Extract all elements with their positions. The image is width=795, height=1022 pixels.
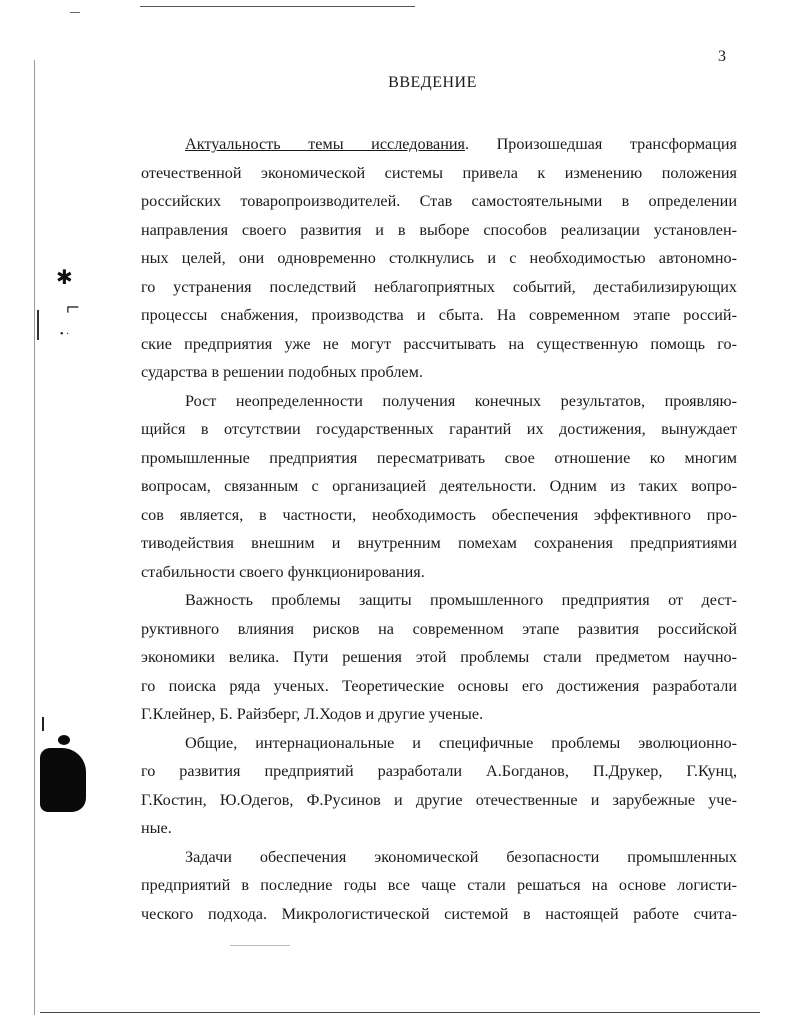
text-line-content: ские предприятия уже не могут рассчитывать на существенную помощь го-	[141, 334, 737, 353]
scan-artifact-star-mark: ✱	[56, 267, 73, 289]
text-line	[141, 786, 737, 815]
text-line-content: экономики велика. Пути решения этой проблемы стали предметом научно-	[141, 648, 737, 666]
text-line-content: отечественной экономической системы привела к изменению положения	[141, 163, 737, 182]
scan-artifact-top-line	[140, 6, 415, 7]
text-line	[141, 444, 737, 473]
text-line-content: российских товаропроизводителей. Став самостоятельными в определении	[141, 192, 737, 210]
text-line-content: сов является, в частности, необходимость обеспечения эффективного про-	[141, 505, 737, 524]
scan-artifact-left-margin-line	[34, 60, 35, 1015]
text-line	[141, 643, 737, 672]
page-title: ВВЕДЕНИЕ	[388, 74, 477, 91]
text-line	[141, 700, 737, 729]
text-line	[141, 130, 737, 159]
text-line-content: руктивного влияния рисков на современном этапе развития российской	[141, 619, 737, 638]
scan-artifact-bottom-line	[230, 945, 290, 946]
text-line	[141, 814, 737, 843]
text-line	[141, 501, 737, 530]
text-line-content: . Произошедшая трансформация	[464, 135, 737, 153]
text-line	[141, 900, 737, 929]
text-line-content: стабильности своего функционирования.	[141, 562, 425, 581]
text-line	[141, 757, 737, 786]
text-line	[141, 529, 737, 558]
text-line	[141, 558, 737, 587]
text-line	[141, 358, 737, 387]
text-line-content: ческого подхода. Микрологистической системой в настоящей работе счита-	[141, 904, 737, 923]
text-line-content: Важность проблемы защиты промышленного предприятия от дест-	[185, 591, 737, 609]
text-line-content: го устранения последствий неблагоприятных событий, дестабилизирующих	[141, 277, 737, 296]
scan-artifact-ink-spot	[58, 735, 70, 745]
text-line-content: Г.Костин, Ю.Одегов, Ф.Русинов и другие отечественные и зарубежные уче-	[141, 790, 737, 809]
scan-artifact-left-tick	[42, 717, 44, 731]
text-line-content: Общие, интернациональные и специфичные проблемы эволюционно-	[185, 733, 737, 752]
scan-artifact-left-tick	[37, 310, 39, 340]
text-line-content: ные.	[141, 819, 172, 837]
body-text	[141, 130, 737, 928]
text-line-content: ных целей, они одновременно столкнулись и с необходимостью автономно-	[141, 249, 737, 267]
text-line-content: Г.Клейнер, Б. Райзберг, Л.Ходов и другие ученые.	[141, 705, 484, 723]
text-line	[141, 415, 737, 444]
text-line-content: вопросам, связанным с организацией деятельности. Одним из таких вопро-	[141, 477, 737, 495]
text-line	[141, 729, 737, 758]
text-line	[141, 244, 737, 273]
text-line	[141, 843, 737, 872]
scan-artifact-ink-blot	[40, 748, 86, 812]
text-line	[141, 216, 737, 245]
scan-artifact-dots: • ·	[60, 329, 70, 340]
page-number: 3	[718, 48, 726, 65]
text-line	[141, 472, 737, 501]
text-line	[141, 159, 737, 188]
text-line	[141, 586, 737, 615]
text-line	[141, 615, 737, 644]
text-line	[141, 301, 737, 330]
text-line-content: Рост неопределенности получения конечных результатов, проявляю-	[185, 391, 737, 410]
scan-artifact-bracket-mark: ⌐	[66, 295, 80, 321]
text-line	[141, 387, 737, 416]
text-line	[141, 330, 737, 359]
text-line	[141, 672, 737, 701]
text-line-content: Задачи обеспечения экономической безопасности промышленных	[185, 847, 737, 866]
text-line-content: щийся в отсутствии государственных гарантий их достижения, вынуждает	[141, 420, 737, 438]
text-line-content: тиводействия внешним и внутренним помехам сохранения предприятиями	[141, 534, 737, 552]
text-line-content: направления своего развития и в выборе способов реализации установлен-	[141, 220, 737, 239]
text-line-content: процессы снабжения, производства и сбыта. На современном этапе россий-	[141, 306, 737, 324]
text-line-content: промышленные предприятия пересматривать свое отношение ко многим	[141, 448, 737, 467]
text-line	[141, 187, 737, 216]
scan-artifact-bottom-line	[40, 1012, 760, 1013]
text-line	[141, 871, 737, 900]
text-line-content: го развития предприятий разработали А.Богданов, П.Друкер, Г.Кунц,	[141, 762, 737, 780]
text-line	[141, 273, 737, 302]
text-line-content: предприятий в последние годы все чаще стали решаться на основе логисти-	[141, 876, 737, 894]
section-heading-underlined: Актуальность темы исследования	[185, 135, 465, 153]
text-line-content: сударства в решении подобных проблем.	[141, 363, 423, 381]
text-line-content: го поиска ряда ученых. Теоретические основы его достижения разработали	[141, 676, 737, 695]
scan-artifact-top-tick	[70, 12, 80, 13]
